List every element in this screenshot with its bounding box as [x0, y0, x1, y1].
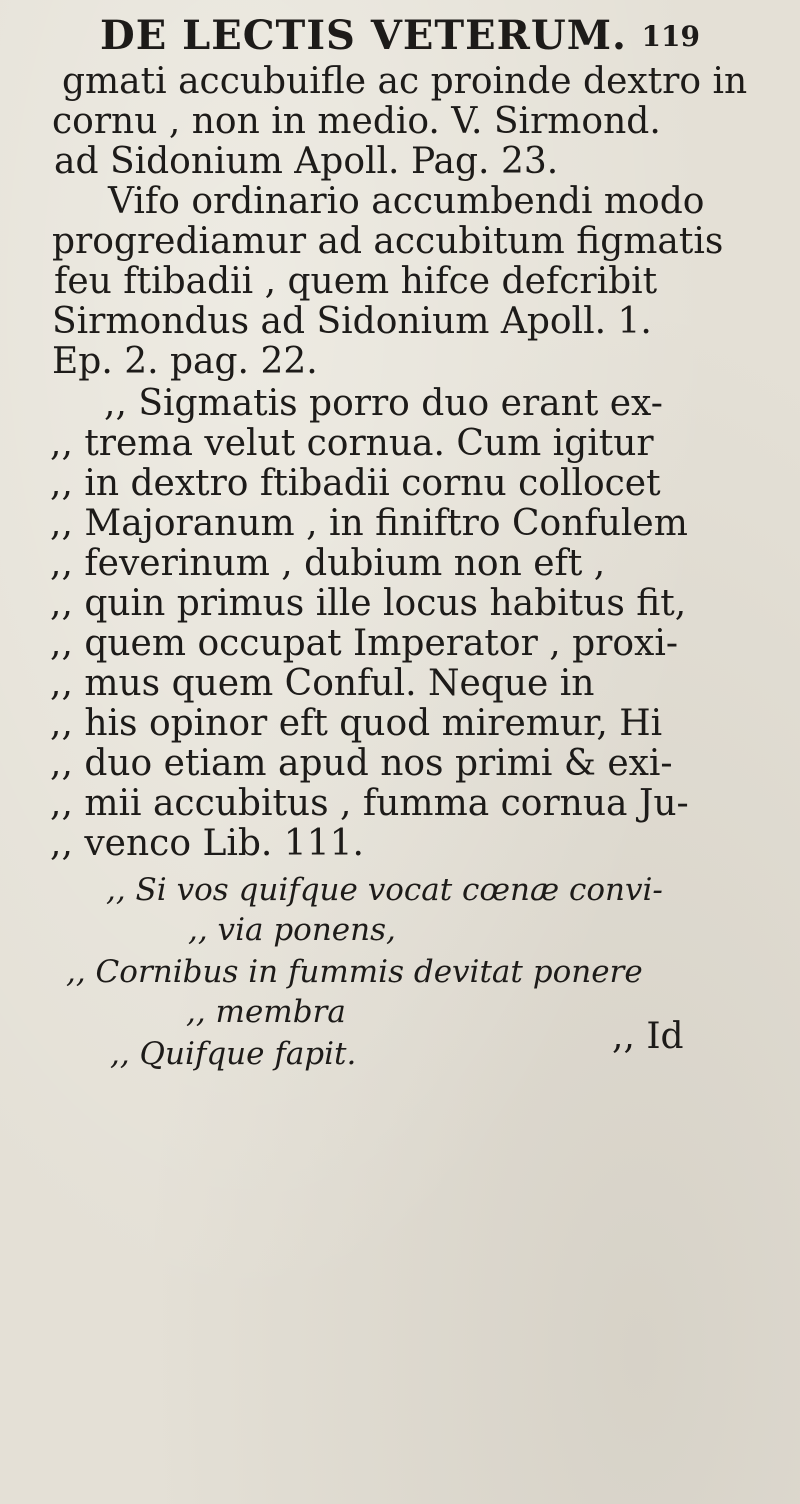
- running-head: DE LECTIS VETERUM.: [100, 12, 627, 59]
- text-line: gmati accubuifle ac proinde dextro in: [62, 61, 748, 102]
- text-line: ,, venco Lib. 111.: [50, 823, 364, 864]
- text-line: Sirmondus ad Sidonium Apoll. 1.: [52, 301, 652, 342]
- page-header: [100, 12, 700, 64]
- text-line: ,, feverinum , dubium non eft ,: [50, 543, 606, 584]
- text-line: cornu , non in medio. V. Sirmond.: [52, 101, 661, 142]
- verse-line: ,, via ponens,: [188, 912, 396, 948]
- text-line: ,, Sigmatis porro duo erant ex-: [104, 383, 663, 424]
- text-line: Ep. 2. pag. 22.: [52, 341, 318, 382]
- text-line: progrediamur ad accubitum figmatis: [52, 221, 724, 262]
- page-number: 119: [641, 20, 700, 53]
- verse-line: ,, Quifque fapit.: [110, 1036, 357, 1072]
- text-line: ,, mus quem Conful. Neque in: [50, 663, 595, 704]
- text-line: ad Sidonium Apoll. Pag. 23.: [54, 141, 559, 182]
- catchword: ,, Id: [612, 1016, 684, 1057]
- text-line: feu ftibadii , quem hifce defcribit: [54, 261, 658, 302]
- text-line: ,, his opinor eft quod miremur, Hi: [50, 703, 663, 744]
- verse-line: ,, membra: [186, 994, 346, 1030]
- text-line: ,, quem occupat Imperator , proxi-: [50, 623, 679, 664]
- text-line: ,, quin primus ille locus habitus fit,: [50, 583, 687, 624]
- text-line: ,, duo etiam apud nos primi & exi-: [50, 743, 673, 784]
- verse-line: ,, Si vos quifque vocat cœnæ convi-: [106, 872, 663, 908]
- text-line: ,, in dextro ftibadii cornu collocet: [50, 463, 661, 504]
- text-line: ,, trema velut cornua. Cum igitur: [50, 423, 654, 464]
- text-line: Vifo ordinario accumbendi modo: [108, 181, 705, 222]
- verse-line: ,, Cornibus in fummis devitat ponere: [66, 954, 643, 990]
- text-line: ,, mii accubitus , fumma cornua Ju-: [50, 783, 689, 824]
- text-line: ,, Majoranum , in finiftro Confulem: [50, 503, 688, 544]
